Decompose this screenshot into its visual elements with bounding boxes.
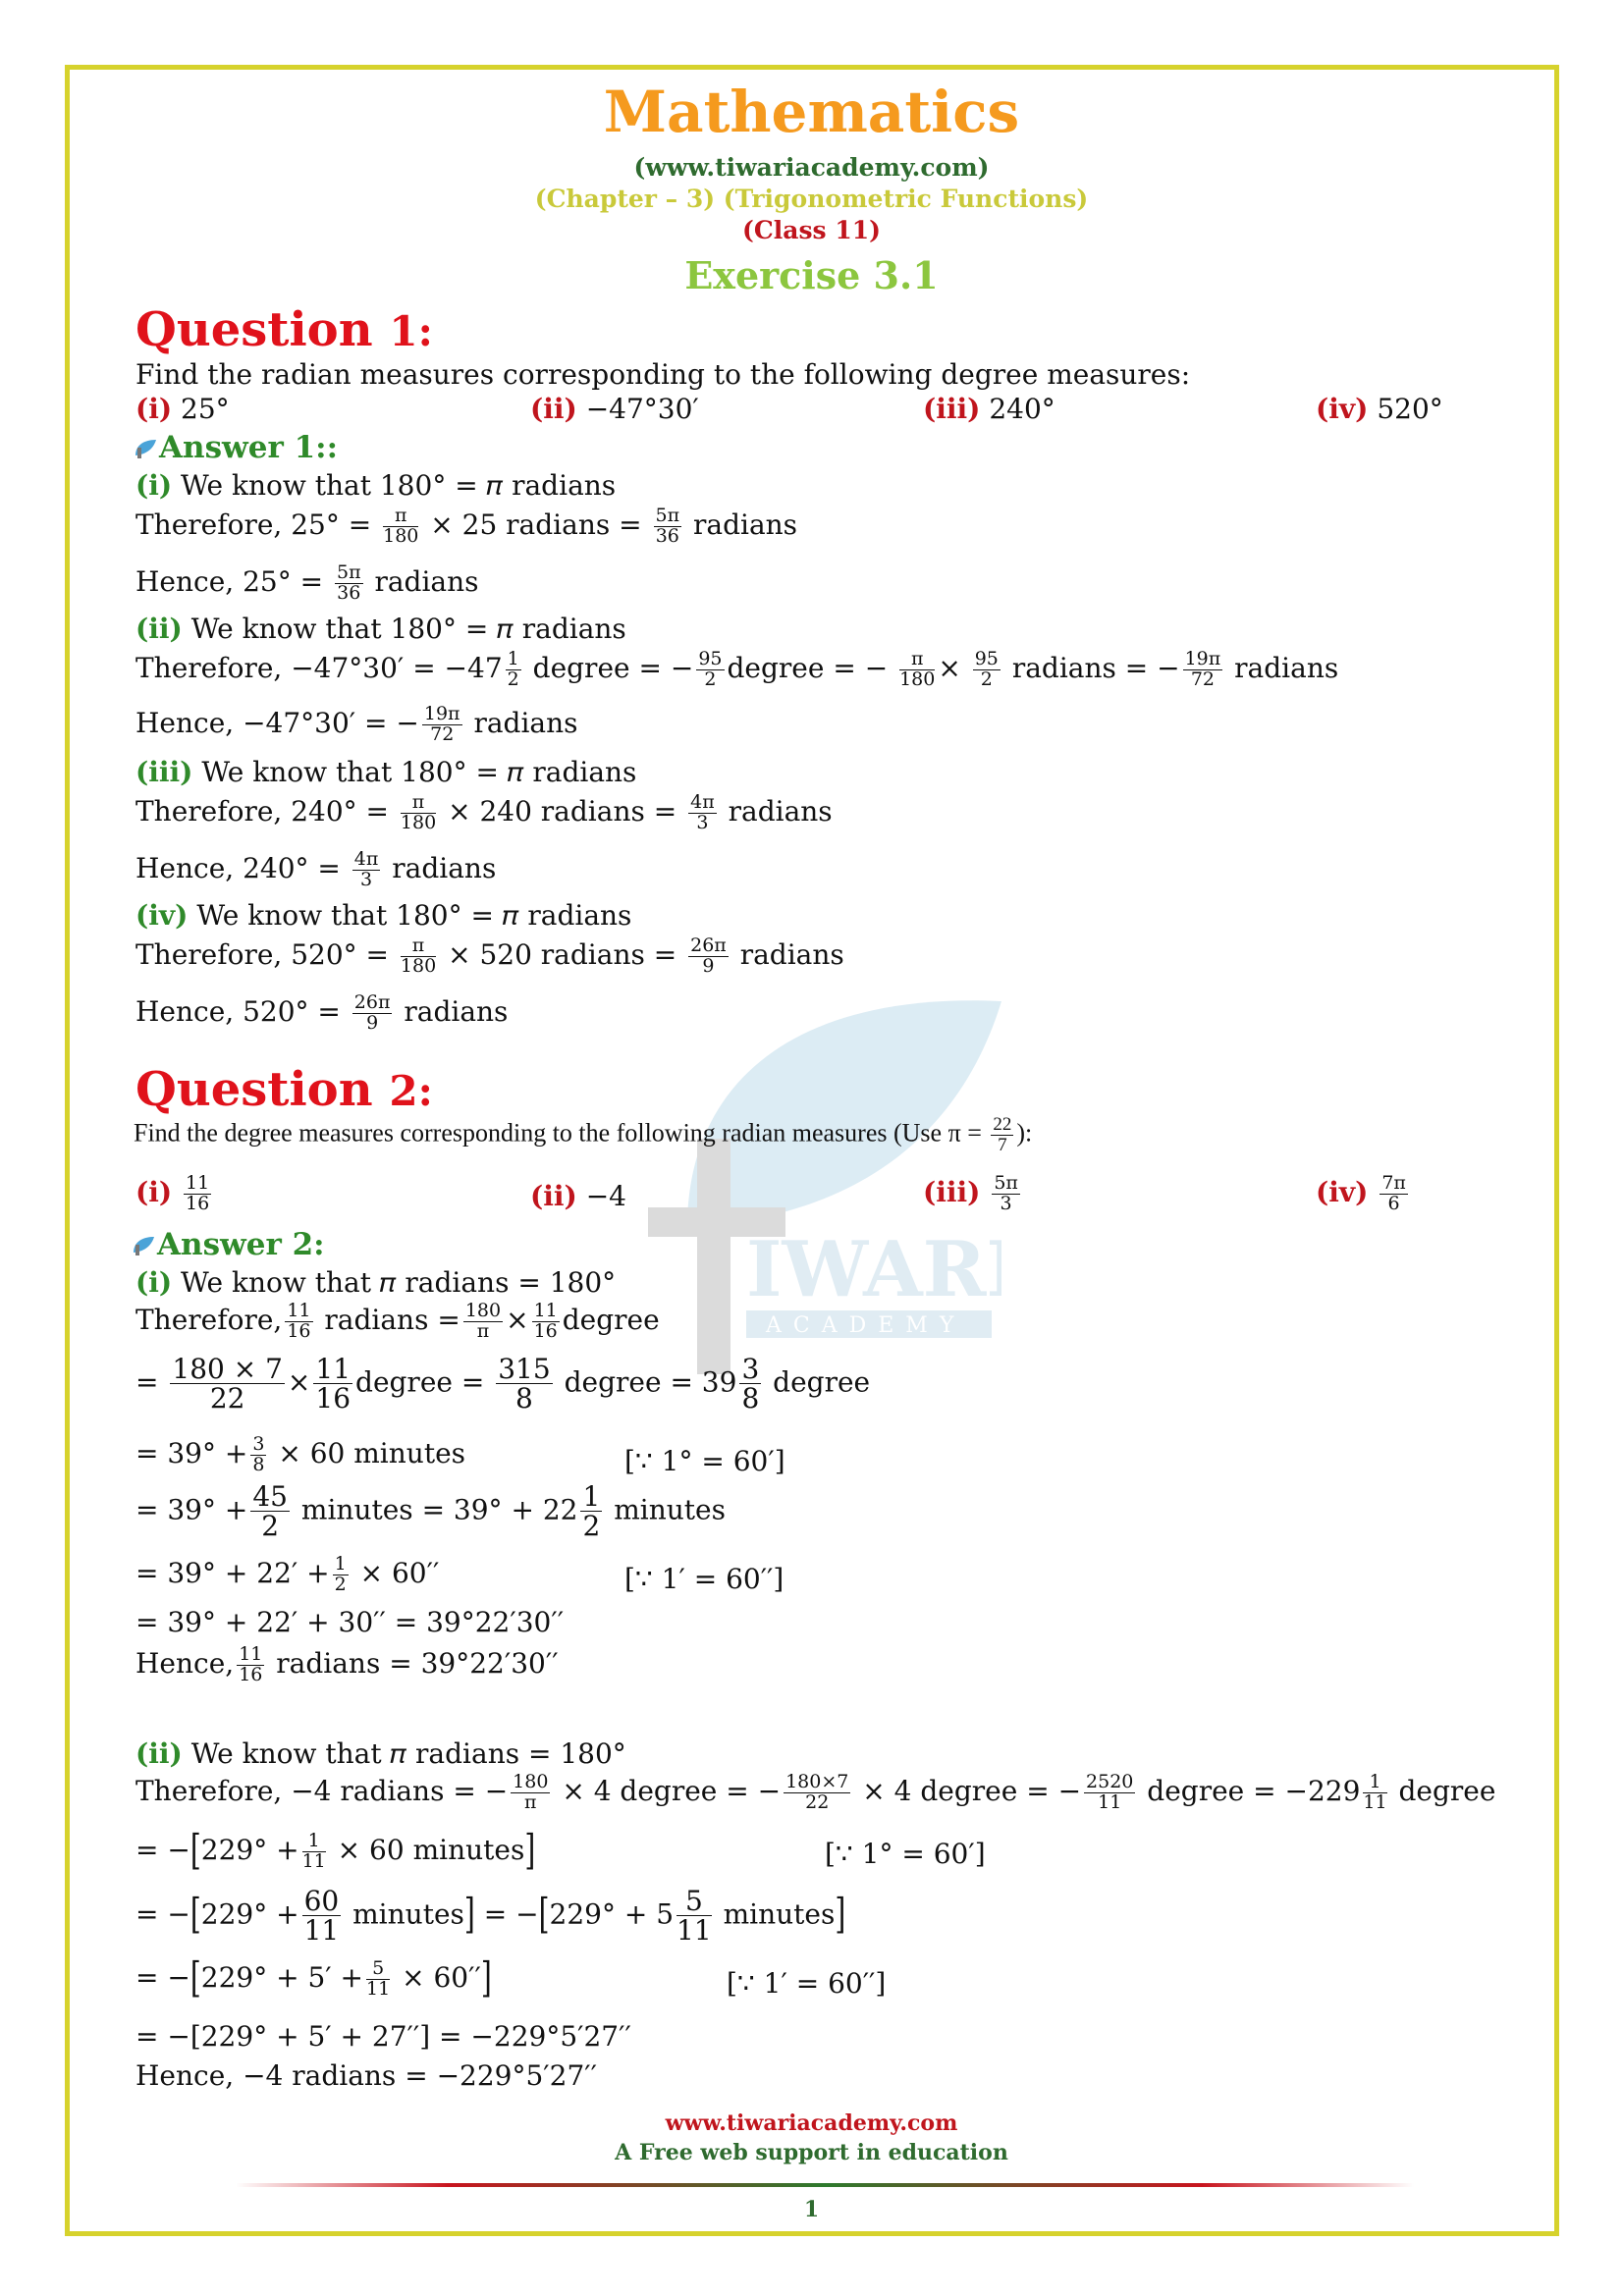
- q1-part-iii: (iii) 240°: [923, 393, 1055, 425]
- question-2-prompt: Find the degree measures corresponding to the following radian measures (Use π = $\frac{22}{7}$ ):: [134, 1114, 1033, 1155]
- a2-i-line4: = 39° + $\frac{45}{2}$ minutes = 39° + 22 $\frac{1}{2}$ minutes: [135, 1480, 726, 1543]
- a1-iv-hence: Hence, 520° = $\frac{26\pi}{9}$ radians: [135, 991, 509, 1034]
- a1-i-therefore: Therefore, 25° = $\frac{\pi}{180}$ × 25 radians = $\frac{5\pi}{36}$ radians: [135, 505, 798, 547]
- exercise-title: Exercise 3.1: [684, 253, 939, 297]
- q1-part-iv: (iv) 520°: [1316, 393, 1443, 425]
- question-2-heading: Question 2:: [135, 1062, 434, 1117]
- a2-i-line1: Therefore, $\frac{11}{16}$ radians = $\frac{180}{\pi}$ × $\frac{11}{16}$ degree: [135, 1300, 660, 1342]
- a2-ii-hence: Hence, −4 radians = −229°5′27′′: [135, 2059, 597, 2092]
- a2-ii-line3: = −[229° + $\frac{60}{11}$ minutes] = −[229° + 5 $\frac{5}{11}$ minutes]: [135, 1885, 846, 1948]
- a2-i-line5: = 39° + 22′ + $\frac{1}{2}$ × 60′′: [135, 1553, 440, 1595]
- a2-ii-reason1: [∵ 1° = 60′]: [825, 1838, 986, 1870]
- a1-ii-hence: Hence, −47°30′ = − $\frac{19\pi}{72}$ radians: [135, 703, 578, 745]
- q2-part-i: (i) $\frac{11}{16}$: [135, 1172, 210, 1214]
- a2-i-line6: = 39° + 22′ + 30′′ = 39°22′30′′: [135, 1606, 565, 1638]
- a2-i-know: (i) We know that 𝜋 radians = 180°: [135, 1266, 617, 1299]
- subject-title: Mathematics: [603, 79, 1020, 145]
- a2-ii-line1: Therefore, −4 radians = − $\frac{180}{\pi}$ × 4 degree = − $\frac{180\times 7}{22}$ × 4 degree = − $\frac{2520}{11}$ degree = −229 $\frac{1}{11}$ degree: [135, 1771, 1496, 1813]
- q1-part-i: (i) 25°: [135, 393, 230, 425]
- a1-iii-hence: Hence, 240° = $\frac{4\pi}{3}$ radians: [135, 848, 497, 890]
- a2-ii-reason2: [∵ 1′ = 60′′]: [727, 1967, 887, 2000]
- a2-i-hence: Hence, $\frac{11}{16}$ radians = 39°22′30′′: [135, 1643, 559, 1685]
- a2-ii-know: (ii) We know that 𝜋 radians = 180°: [135, 1737, 626, 1770]
- a1-iii-therefore: Therefore, 240° = $\frac{\pi}{180}$ × 240 radians = $\frac{4\pi}{3}$ radians: [135, 791, 833, 833]
- a2-i-line3: = 39° + $\frac{3}{8}$ × 60 minutes: [135, 1433, 466, 1475]
- a1-ii-therefore: Therefore, −47°30′ = −47 $\frac{1}{2}$ degree = − $\frac{95}{2}$ degree = − $\frac{\pi}{180}$ × $\frac{95}{2}$ radians = − $\frac{19\pi}{72}$ radians: [135, 648, 1339, 690]
- chapter-title: (Chapter – 3) (Trigonometric Functions): [534, 185, 1089, 213]
- class-label: (Class 11): [742, 216, 881, 244]
- a1-i-know: (i) We know that 180° = 𝜋 radians: [135, 469, 617, 502]
- a1-ii-know: (ii) We know that 180° = 𝜋 radians: [135, 613, 626, 645]
- a2-i-reason2: [∵ 1′ = 60′′]: [624, 1563, 784, 1595]
- watermark-sub: ACADEMY: [766, 1313, 966, 1338]
- q2-part-iii: (iii) $\frac{5\pi}{3}$: [923, 1172, 1018, 1214]
- a2-ii-line5: = −[229° + 5′ + 27′′] = −229°5′27′′: [135, 2020, 631, 2053]
- tiwari-logo-icon: [132, 1235, 155, 1256]
- a1-iii-know: (iii) We know that 180° = 𝜋 radians: [135, 756, 637, 788]
- question-1-heading: Question 1:: [135, 302, 434, 357]
- a2-i-line2: = $\frac{180 \times 7}{22}$ × $\frac{11}{16}$ degree = $\frac{315}{8}$ degree = 39 $\frac{3}{8}$ degree: [135, 1353, 871, 1415]
- question-1-prompt: Find the radian measures corresponding to the following degree measures:: [135, 358, 1191, 391]
- a2-i-reason1: [∵ 1° = 60′]: [624, 1445, 785, 1477]
- website-link[interactable]: (www.tiwariacademy.com): [633, 153, 990, 182]
- tiwari-logo-icon: [134, 438, 157, 459]
- watermark-brand: IWARI: [746, 1225, 1001, 1314]
- footer-divider: [236, 2183, 1414, 2187]
- answer-2-heading: Answer 2:: [132, 1227, 325, 1262]
- q1-part-ii: (ii) −47°30′: [530, 393, 699, 425]
- a1-i-hence: Hence, 25° = $\frac{5\pi}{36}$ radians: [135, 561, 479, 604]
- a2-ii-line4: = −[229° + 5′ + $\frac{5}{11}$ × 60′′]: [135, 1952, 492, 2002]
- answer-1-heading: Answer 1::: [134, 430, 338, 465]
- q2-part-ii: (ii) −4: [530, 1180, 626, 1212]
- a1-iv-therefore: Therefore, 520° = $\frac{\pi}{180}$ × 520 radians = $\frac{26\pi}{9}$ radians: [135, 934, 844, 977]
- q2-part-iv: (iv) $\frac{7\pi}{6}$: [1316, 1172, 1406, 1214]
- page-number: 1: [803, 2197, 820, 2222]
- a2-ii-line2: = −[229° + $\frac{1}{11}$ × 60 minutes]: [135, 1825, 536, 1875]
- a1-iv-know: (iv) We know that 180° = 𝜋 radians: [135, 899, 632, 932]
- footer-tagline: A Free web support in education: [615, 2140, 1008, 2165]
- footer-url[interactable]: www.tiwariacademy.com: [665, 2110, 958, 2136]
